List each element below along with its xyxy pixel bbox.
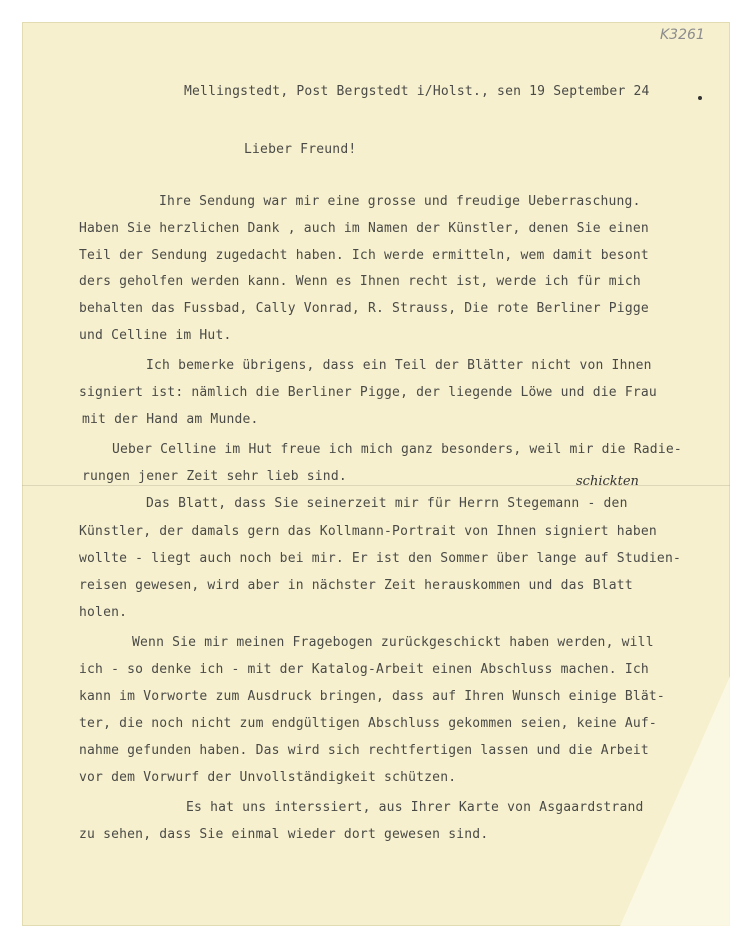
- letter-header: Mellingstedt, Post Bergstedt i/Holst., sen 19 September 24: [184, 84, 650, 99]
- letter-line: vor dem Vorwurf der Unvollständigkeit schützen.: [79, 770, 457, 785]
- letter-line: ich - so denke ich - mit der Katalog-Arbeit einen Abschluss machen. Ich: [79, 662, 649, 677]
- ink-dot: [698, 96, 702, 100]
- archive-number: K3261: [660, 27, 705, 43]
- letter-line: wollte - liegt auch noch bei mir. Er ist den Sommer über lange auf Studien-: [79, 551, 681, 566]
- letter-line: behalten das Fussbad, Cally Vonrad, R. Strauss, Die rote Berliner Pigge: [79, 301, 649, 316]
- letter-line: kann im Vorworte zum Ausdruck bringen, dass auf Ihren Wunsch einige Blät-: [79, 689, 665, 704]
- letter-line: Ueber Celline im Hut freue ich mich ganz besonders, weil mir die Radie-: [112, 442, 682, 457]
- letter-line: ders geholfen werden kann. Wenn es Ihnen recht ist, werde ich für mich: [79, 274, 641, 289]
- letter-line: und Celline im Hut.: [79, 328, 232, 343]
- letter-line: signiert ist: nämlich die Berliner Pigge, der liegende Löwe und die Frau: [79, 385, 657, 400]
- letter-line: zu sehen, dass Sie einmal wieder dort gewesen sind.: [79, 827, 489, 842]
- letter-line: Das Blatt, dass Sie seinerzeit mir für Herrn Stegemann - den: [146, 496, 628, 511]
- letter-line: Ich bemerke übrigens, dass ein Teil der Blätter nicht von Ihnen: [146, 358, 652, 373]
- letter-line: ter, die noch nicht zum endgültigen Abschluss gekommen seien, keine Auf-: [79, 716, 657, 731]
- letter-line: Es hat uns interssiert, aus Ihrer Karte von Asgaardstrand: [186, 800, 644, 815]
- letter-line: holen.: [79, 605, 128, 620]
- letter-line: Ihre Sendung war mir eine grosse und freudige Ueberraschung.: [159, 194, 641, 209]
- letter-line: Haben Sie herzlichen Dank , auch im Namen der Künstler, denen Sie einen: [79, 221, 649, 236]
- letter-line: nahme gefunden haben. Das wird sich rechtfertigen lassen und die Arbeit: [79, 743, 649, 758]
- letter-salutation: Lieber Freund!: [244, 142, 357, 157]
- letter-line: Künstler, der damals gern das Kollmann-Portrait von Ihnen signiert haben: [79, 524, 657, 539]
- letter-line: mit der Hand am Munde.: [82, 412, 259, 427]
- letter-line: reisen gewesen, wird aber in nächster Zeit herauskommen und das Blatt: [79, 578, 633, 593]
- letter-line: Teil der Sendung zugedacht haben. Ich werde ermitteln, wem damit besont: [79, 248, 649, 263]
- letter-line: Wenn Sie mir meinen Fragebogen zurückgeschickt haben werden, will: [132, 635, 654, 650]
- letter-line: rungen jener Zeit sehr lieb sind.: [82, 469, 347, 484]
- letter-sheet: [22, 22, 730, 926]
- handwritten-insert: schickten: [576, 474, 639, 489]
